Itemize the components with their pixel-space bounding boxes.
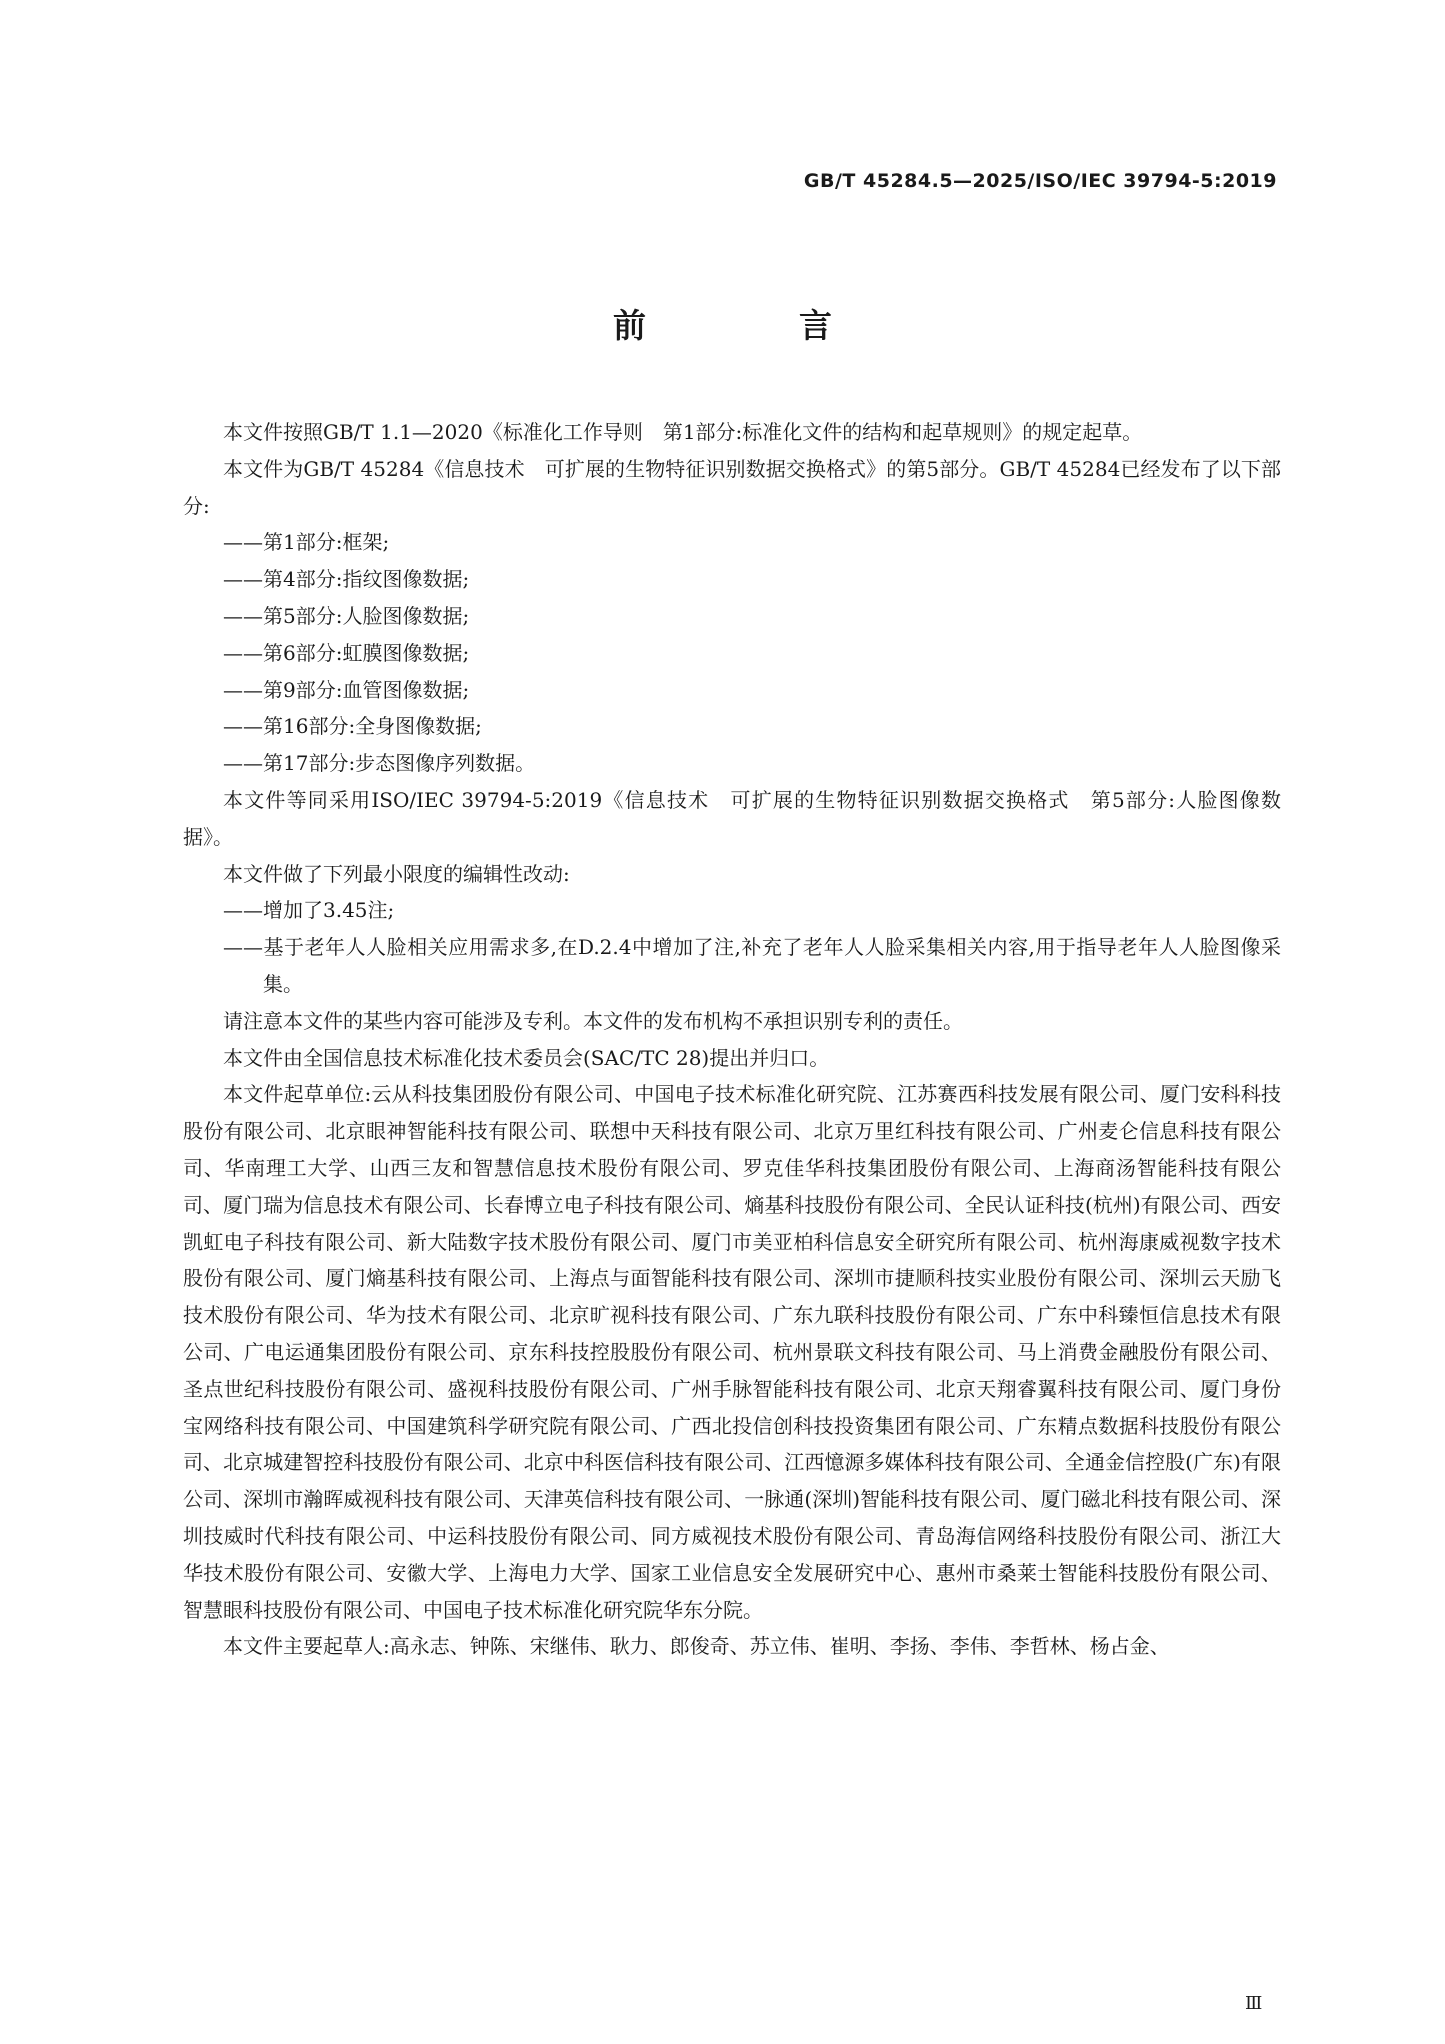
list-item-edit: ——增加了3.45注; [223,898,395,923]
list-item-part: ——第17部分:步态图像序列数据。 [223,751,536,776]
page-title: 前 言 [613,306,892,345]
paragraph-drafting-units: 本文件起草单位:云从科技集团股份有限公司、中国电子技术标准化研究院、江苏赛西科技发展有限公司、厦门安科科技股份有限公司、北京眼神智能科技有限公司、联想中天科技有限公司、北京万里红科技有限公司、广州麦仑信息科技有限公司、华南理工大学、山西三友和智慧信息技术股份有限公司、罗克佳华科技集团股份有限公司、上海商汤智能科技有限公司、厦门瑞为信息技术有限公司、长春博立电子科技有限公司、熵基科技股份有限公司、全民认证科技(杭州)有限公司、西安凯虹电子科技有限公司、新大陆数字技术股份有限公司、厦门市美亚柏科信息安全研究所有限公司、杭州海康威视数字技术股份有限公司、厦门熵基科技有限公司、上海点与面智能科技有限公司、深圳市捷顺科技实业股份有限公司、深圳云天励飞技术股份有限公司、华为技术有限公司、北京旷视科技有限公司、广东九联科技股份有限公司、广东中科臻恒信息技术有限公司、广电运通集团股份有限公司、京东科技控股股份有限公司、杭州景联文科技有限公司、马上消费金融股份有限公司、圣点世纪科技股份有限公司、盛视科技股份有限公司、广州手脉智能科技有限公司、北京天翔睿翼科技有限公司、厦门身份宝网络科技有限公司、中国建筑科学研究院有限公司、广西北投信创科技投资集团有限公司、广东精点数据科技股份有限公司、北京城建智控科技股份有限公司、北京中科医信科技有限公司、江西憶源多媒体科技有限公司、全通金信控股(广东)有限公司、深圳市瀚晖威视科技有限公司、天津英信科技有限公司、一脉通(深圳)智能科技有限公司、厦门磁北科技有限公司、深圳技威时代科技有限公司、中运科技股份有限公司、同方威视技术股份有限公司、青岛海信网络科技股份有限公司、浙江大华技术股份有限公司、安徽大学、上海电力大学、国家工业信息安全发展研究中心、惠州市桑莱士智能科技股份有限公司、智慧眼科技股份有限公司、中国电子技术标准化研究院华东分院。 [183,1082,1281,1622]
list-item-part: ——第5部分:人脸图像数据; [223,603,470,628]
list-item-part: ——第16部分:全身图像数据; [223,714,482,739]
paragraph-drafting-rules: 本文件按照GB/T 1.1—2020《标准化工作导则 第1部分:标准化文件的结构和起草规则》的规定起草。 [223,420,1143,444]
page-number: Ⅲ [1245,1993,1263,2014]
list-item-part: ——第6部分:虹膜图像数据; [223,640,470,665]
paragraph-drafters: 本文件主要起草人:高永志、钟陈、宋继伟、耿力、郎俊奇、苏立伟、崔明、李扬、李伟、李哲林、杨占金、 [223,1634,1170,1659]
paragraph-edits-intro: 本文件做了下列最小限度的编辑性改动: [223,861,570,886]
paragraph-patent-notice: 请注意本文件的某些内容可能涉及专利。本文件的发布机构不承担识别专利的责任。 [223,1008,963,1033]
paragraph-committee: 本文件由全国信息技术标准化技术委员会(SAC/TC 28)提出并归口。 [223,1045,830,1070]
paragraph-series-intro: 本文件为GB/T 45284《信息技术 可扩展的生物特征识别数据交换格式》的第5部分。GB/T 45284已经发布了以下部分: [183,456,1281,518]
paragraph-adoption: 本文件等同采用ISO/IEC 39794-5:2019《信息技术 可扩展的生物特征识别数据交换格式 第5部分:人脸图像数据》。 [183,787,1281,849]
foreword-body [183,414,1281,1665]
standard-code-header: GB/T 45284.5—2025/ISO/IEC 39794-5:2019 [803,170,1277,192]
list-item-edit: ——基于老年人人脸相关应用需求多,在D.2.4中增加了注,补充了老年人人脸采集相关内容,用于指导老年人人脸图像采集。 [223,935,1281,996]
list-item-part: ——第1部分:框架; [223,530,390,555]
list-item-part: ——第4部分:指纹图像数据; [223,567,470,592]
list-item-part: ——第9部分:血管图像数据; [223,677,470,702]
